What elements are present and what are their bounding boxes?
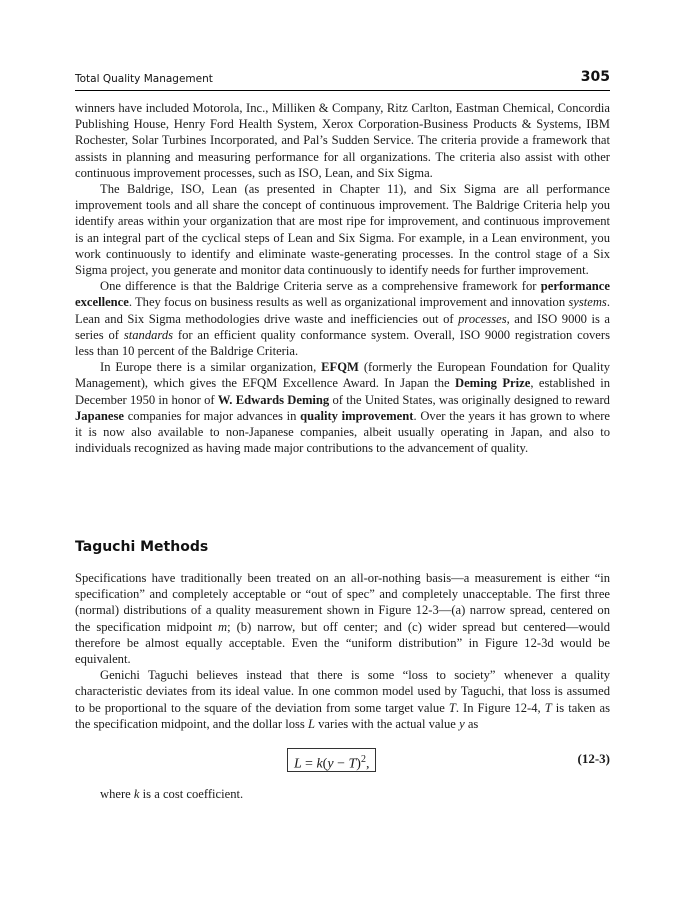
section-baldrige-text [75,100,610,456]
paragraph-performance-tools-text: The Baldrige, ISO, Lean (as presented in Chapter 11), and Six Sigma are all performance improvement tools and all share the concept of continuous improvement. The Baldrige Criteria help you identify areas within your organization that are most ripe for improvement, and continuous improvement is an integral part of the cyclical steps of Lean and Six Sigma. For example, in a Lean environment, you work continuously to identify and eliminate waste-generating processes. In the control stage of a Six Sigma project, you generate and monitor data continuously to identify needs for further improvement. [75,182,610,278]
section-heading-taguchi: Taguchi Methods [75,539,209,555]
text-run: varies with the actual value [318,716,456,731]
running-header [75,69,610,91]
term-systems: systems [568,295,607,310]
paragraph-performance-tools [75,181,610,278]
text-run: where [100,787,131,801]
eq-L: L [294,756,302,772]
equation-box [287,748,376,772]
text-run: as [467,716,479,731]
term-deming-prize: Deming Prize [455,376,531,391]
var-T: T [448,700,456,715]
paragraph-winners-text: winners have included Motorola, Inc., Milliken & Company, Ritz Carlton, Eastman Chemical, Concordia Publishing House, Henry Ford Health System, Xerox Corporation-Business Products & Systems, IBM Rochester, Solar Turbines Incorporated, and Pal’s Sudden Service. The criteria provide a framework that assists in planning and measuring performance for all organizations. The criteria also assist with other continuous improvement processes, such as ISO, Lean, and Six Sigma. [75,101,610,180]
text-run: for an efficient quality conformance system. Overall, ISO 9000 registration covers less than 10 percent of the Baldrige Criteria. [75,327,610,359]
running-title: Total Quality Management [75,73,213,85]
eq-open-paren: ( [322,756,328,772]
text-run: In Europe there is a similar organization, [100,360,317,375]
term-japanese: Japanese [75,408,124,423]
eq-comma: , [365,756,370,772]
eq-T: T [348,756,357,772]
eq-exponent: 2 [360,754,366,765]
term-efqm: EFQM [321,360,359,375]
text-run: of the United States, was originally designed to reward [332,392,610,407]
text-run: , established in December 1950 in honor of [75,376,610,407]
term-quality-improvement: quality improvement [300,408,414,423]
text-run: Specifications have traditionally been treated on an all-or-nothing basis—a measurement is either “in specification” and completely acceptable or “out of spec” and completely unacceptable. The first three (normal) distributions of a quality measurement shown in Figure 12-3—(a) narrow spread, centered on the specification midpoint [75,571,610,634]
var-m: m [218,619,228,634]
equation-number: (12-3) [577,751,610,766]
eq-close-paren: ) [356,756,361,772]
where-clause [100,787,243,802]
text-run: and ISO 9000 is a series of [75,311,610,342]
eq-minus: − [337,756,345,772]
equation-12-3 [75,748,610,774]
term-w-edwards-deming: W. Edwards Deming [217,392,330,407]
text-run: ; (b) narrow, but off center; and (c) wider spread but centered—would therefore be almost equally acceptable. Even the “uniform distribution” in Figure 12-3d would be equivalent. [75,619,610,667]
paragraph-specifications [75,570,610,667]
paragraph-europe [75,359,610,456]
paragraph-winners [75,100,610,181]
eq-equals: = [305,756,313,772]
paragraph-one-difference [75,278,610,359]
text-run: One difference is that the Baldrige Criteria serve as a comprehensive framework for [100,279,537,294]
text-run: . They focus on business results as well as organizational improvement and innovation [128,295,566,310]
text-run: Genichi Taguchi believes instead that there is some “loss to society” whenever a quality characteristic deviates from its ideal value. In one common model used by Taguchi, that loss is assumed to be proportional to the square of the deviation from some target value [75,668,610,715]
term-standards: standards [123,327,174,342]
text-run: companies for major advances in [127,408,297,423]
term-performance-excellence: performance excellence [75,279,610,310]
text-run: . Over the years it has grown to where it is now also available to non-Japanese companies, albeit usually operating in Japan, and also to individuals recognized as having made major contributions to the advancement of quality. [75,408,610,456]
var-y: y [459,716,465,731]
eq-y: y [327,756,334,772]
section-taguchi-text [75,570,610,732]
page-number: 305 [580,69,610,85]
text-run: . In Figure 12-4, [455,700,541,715]
term-processes: processes, [458,311,510,326]
text-run: is a cost coefficient. [142,787,244,801]
var-T: T [544,700,552,715]
var-L: L [307,716,315,731]
var-k: k [133,787,140,801]
eq-k: k [316,756,323,772]
paragraph-genichi-taguchi [75,667,610,732]
text-run: (formerly the European Foundation for Quality Management), which gives the EFQM Excellence Award. In Japan the [75,360,611,391]
text-run: is taken as the specification midpoint, and the dollar loss [75,700,610,731]
text-run: . Lean and Six Sigma methodologies drive waste and inefficiencies out of [75,295,610,326]
